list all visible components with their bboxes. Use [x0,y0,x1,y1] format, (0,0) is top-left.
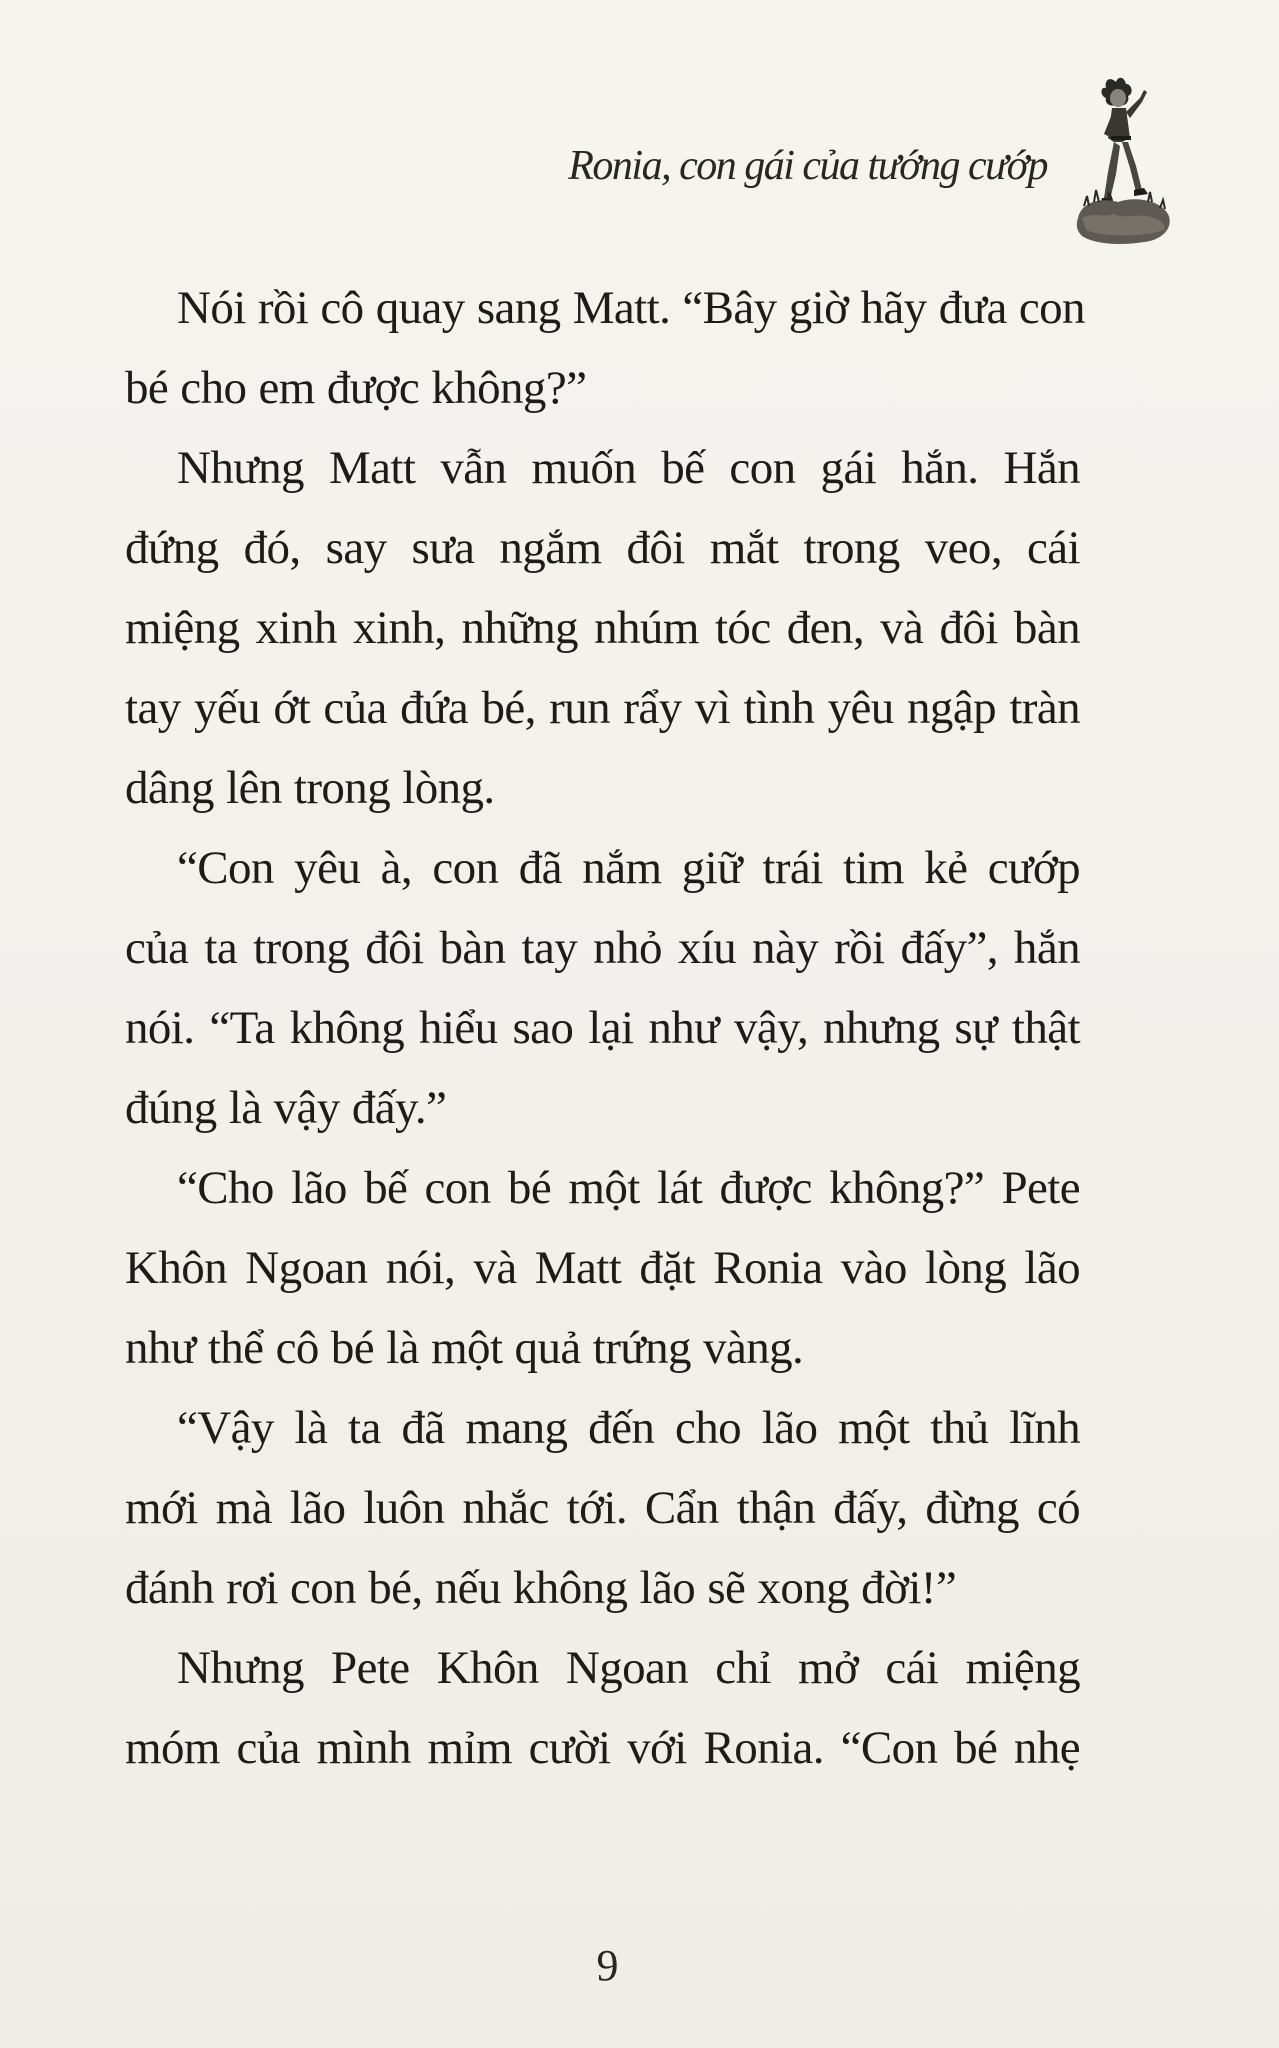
text-line: “Vậy là ta đã mang đến cho lão một thủ lĩnh [177,1402,1080,1454]
text-line: đánh rơi con bé, nếu không lão sẽ xong đời!” [125,1562,957,1614]
girl-standing-on-rock-icon [1064,68,1184,248]
running-header: Ronia, con gái của tướng cướp [568,143,1047,189]
paragraph-5 [125,1388,1080,1628]
text-line: miệng xinh xinh, những nhúm tóc đen, và đôi bàn [125,602,1080,654]
text-line: móm của mình mỉm cười với Ronia. “Con bé nhẹ [125,1722,1080,1774]
paragraph-3 [125,828,1080,1148]
text-line: đứng đó, say sưa ngắm đôi mắt trong veo, cái [125,522,1080,574]
text-line: đúng là vậy đấy.” [125,1082,447,1134]
page-number: 9 [596,1941,619,1990]
body-text [125,268,1085,1788]
text-line: của ta trong đôi bàn tay nhỏ xíu này rồi đấy”, hắn [125,922,1080,974]
text-line: Khôn Ngoan nói, và Matt đặt Ronia vào lòng lão [125,1242,1080,1294]
text-line: mới mà lão luôn nhắc tới. Cẩn thận đấy, đừng có [125,1482,1080,1534]
text-line: bé cho em được không?” [125,362,587,414]
paragraph-4 [125,1148,1080,1388]
text-line: Nói rồi cô quay sang Matt. “Bây giờ hãy đưa con [177,282,1085,334]
text-line: như thể cô bé là một quả trứng vàng. [125,1322,804,1374]
text-line: Nhưng Pete Khôn Ngoan chỉ mở cái miệng [177,1642,1080,1694]
paragraph-2 [125,428,1080,828]
text-line: “Cho lão bế con bé một lát được không?” Pete [177,1162,1080,1214]
text-line: nói. “Ta không hiểu sao lại như vậy, nhưng sự thật [125,1002,1080,1054]
paragraph-6 [125,1628,1080,1788]
text-line: Nhưng Matt vẫn muốn bế con gái hắn. Hắn [177,442,1080,494]
text-line: “Con yêu à, con đã nắm giữ trái tim kẻ cướp [177,842,1080,894]
text-line: dâng lên trong lòng. [125,762,495,814]
text-line: tay yếu ớt của đứa bé, run rẩy vì tình yêu ngập tràn [125,682,1080,734]
paragraph-1 [125,268,1085,428]
